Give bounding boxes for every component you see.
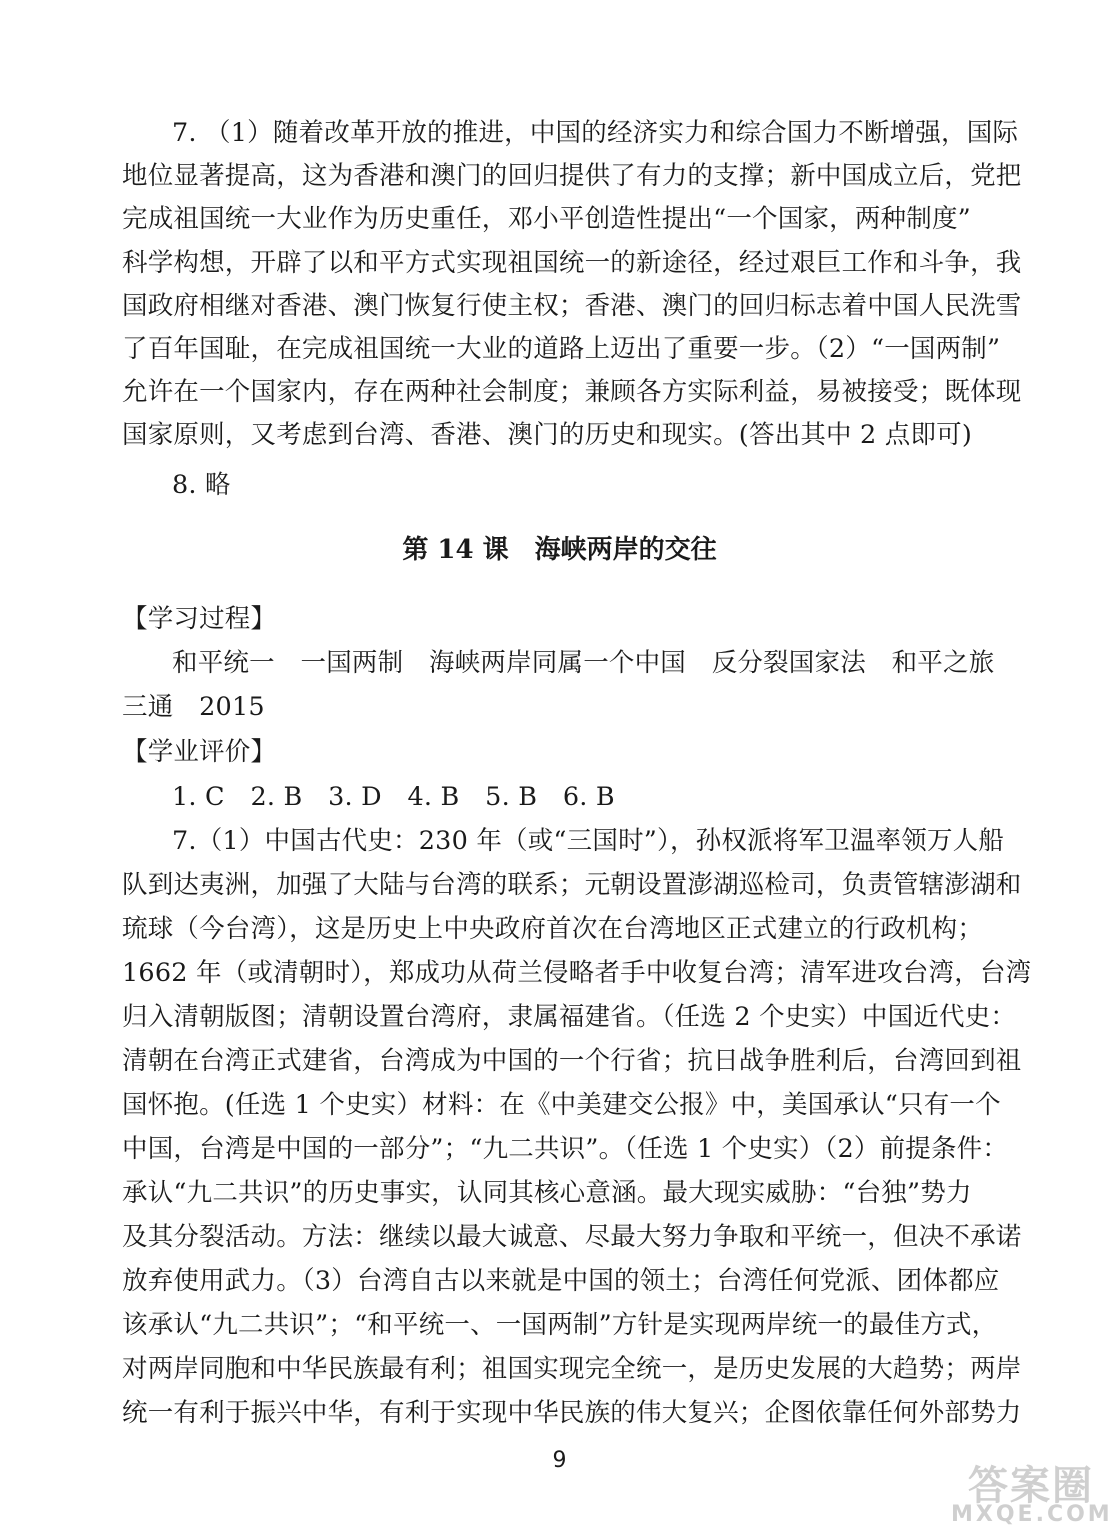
evaluation-label: 【学业评价】 bbox=[122, 737, 277, 767]
paragraph-line: 中国，台湾是中国的一部分”；“九二共识”。（任选 1 个史实）（2）前提条件： bbox=[122, 1134, 1009, 1164]
paragraph-line: 清朝在台湾正式建省，台湾成为中国的一个行省；抗日战争胜利后，台湾回到祖 bbox=[122, 1046, 1022, 1076]
learning-process-label: 【学习过程】 bbox=[122, 604, 277, 634]
lesson-title: 第 14 课 海峡两岸的交往 bbox=[402, 535, 717, 565]
paragraph-line: 了百年国耻，在完成祖国统一大业的道路上迈出了重要一步。（2）“一国两制” bbox=[122, 334, 1001, 364]
paragraph-line: 放弃使用武力。（3）台湾自古以来就是中国的领土；台湾任何党派、团体都应 bbox=[122, 1266, 1000, 1296]
paragraph-line: 统一有利于振兴中华，有利于实现中华民族的伟大复兴；企图依靠任何外部势力 bbox=[122, 1398, 1022, 1428]
paragraph-line: 琉球（今台湾），这是历史上中央政府首次在台湾地区正式建立的行政机构； bbox=[122, 914, 984, 944]
item-8: 8. 略 bbox=[172, 470, 231, 500]
paragraph-line: 7. （1）随着改革开放的推进，中国的经济实力和综合国力不断增强，国际 bbox=[172, 118, 1019, 148]
paragraph-line: 国怀抱。(任选 1 个史实）材料：在《中美建交公报》中，美国承认“只有一个 bbox=[122, 1090, 1001, 1120]
learning-process-line: 三通 2015 bbox=[122, 692, 265, 722]
multiple-choice-answers: 1. C 2. B 3. D 4. B 5. B 6. B bbox=[172, 782, 615, 812]
paragraph-line: 对两岸同胞和中华民族最有利；祖国实现完全统一，是历史发展的大趋势；两岸 bbox=[122, 1354, 1022, 1384]
paragraph-line: 允许在一个国家内，存在两种社会制度；兼顾各方实际利益，易被接受；既体现 bbox=[122, 377, 1022, 407]
paragraph-line: 国政府相继对香港、澳门恢复行使主权；香港、澳门的回归标志着中国人民洗雪 bbox=[122, 291, 1022, 321]
page-number: 9 bbox=[552, 1448, 567, 1473]
paragraph-line: 1662 年（或清朝时），郑成功从荷兰侵略者手中收复台湾；清军进攻台湾，台湾 bbox=[122, 958, 1032, 988]
paragraph-line: 科学构想，开辟了以和平方式实现祖国统一的新途径，经过艰巨工作和斗争，我 bbox=[122, 248, 1022, 278]
paragraph-line: 国家原则，又考虑到台湾、香港、澳门的历史和现实。(答出其中 2 点即可) bbox=[122, 420, 973, 450]
watermark-top-text: 答案圈 bbox=[968, 1463, 1094, 1509]
paragraph-line: 该承认“九二共识”；“和平统一、一国两制”方针是实现两岸统一的最佳方式， bbox=[122, 1310, 998, 1340]
paragraph-line: 归入清朝版图；清朝设置台湾府，隶属福建省。（任选 2 个史实）中国近代史： bbox=[122, 1002, 1017, 1032]
paragraph-line: 完成祖国统一大业作为历史重任，邓小平创造性提出“一个国家，两种制度” bbox=[122, 204, 971, 234]
watermark-logo bbox=[951, 1454, 1111, 1530]
paragraph-line: 队到达夷洲，加强了大陆与台湾的联系；元朝设置澎湖巡检司，负责管辖澎湖和 bbox=[122, 870, 1022, 900]
learning-process-line: 和平统一 一国两制 海峡两岸同属一个中国 反分裂国家法 和平之旅 bbox=[172, 648, 995, 678]
paragraph-line: 及其分裂活动。方法：继续以最大诚意、尽最大努力争取和平统一，但决不承诺 bbox=[122, 1222, 1022, 1252]
paragraph-line: 承认“九二共识”的历史事实，认同其核心意涵。最大现实威胁：“台独”势力 bbox=[122, 1178, 972, 1208]
watermark-bottom-text: MXQE.COM bbox=[951, 1502, 1113, 1527]
paragraph-line: 地位显著提高，这为香港和澳门的回归提供了有力的支撑；新中国成立后，党把 bbox=[122, 161, 1022, 191]
paragraph-line: 7.（1）中国古代史：230 年（或“三国时”），孙权派将军卫温率领万人船 bbox=[172, 826, 1005, 856]
